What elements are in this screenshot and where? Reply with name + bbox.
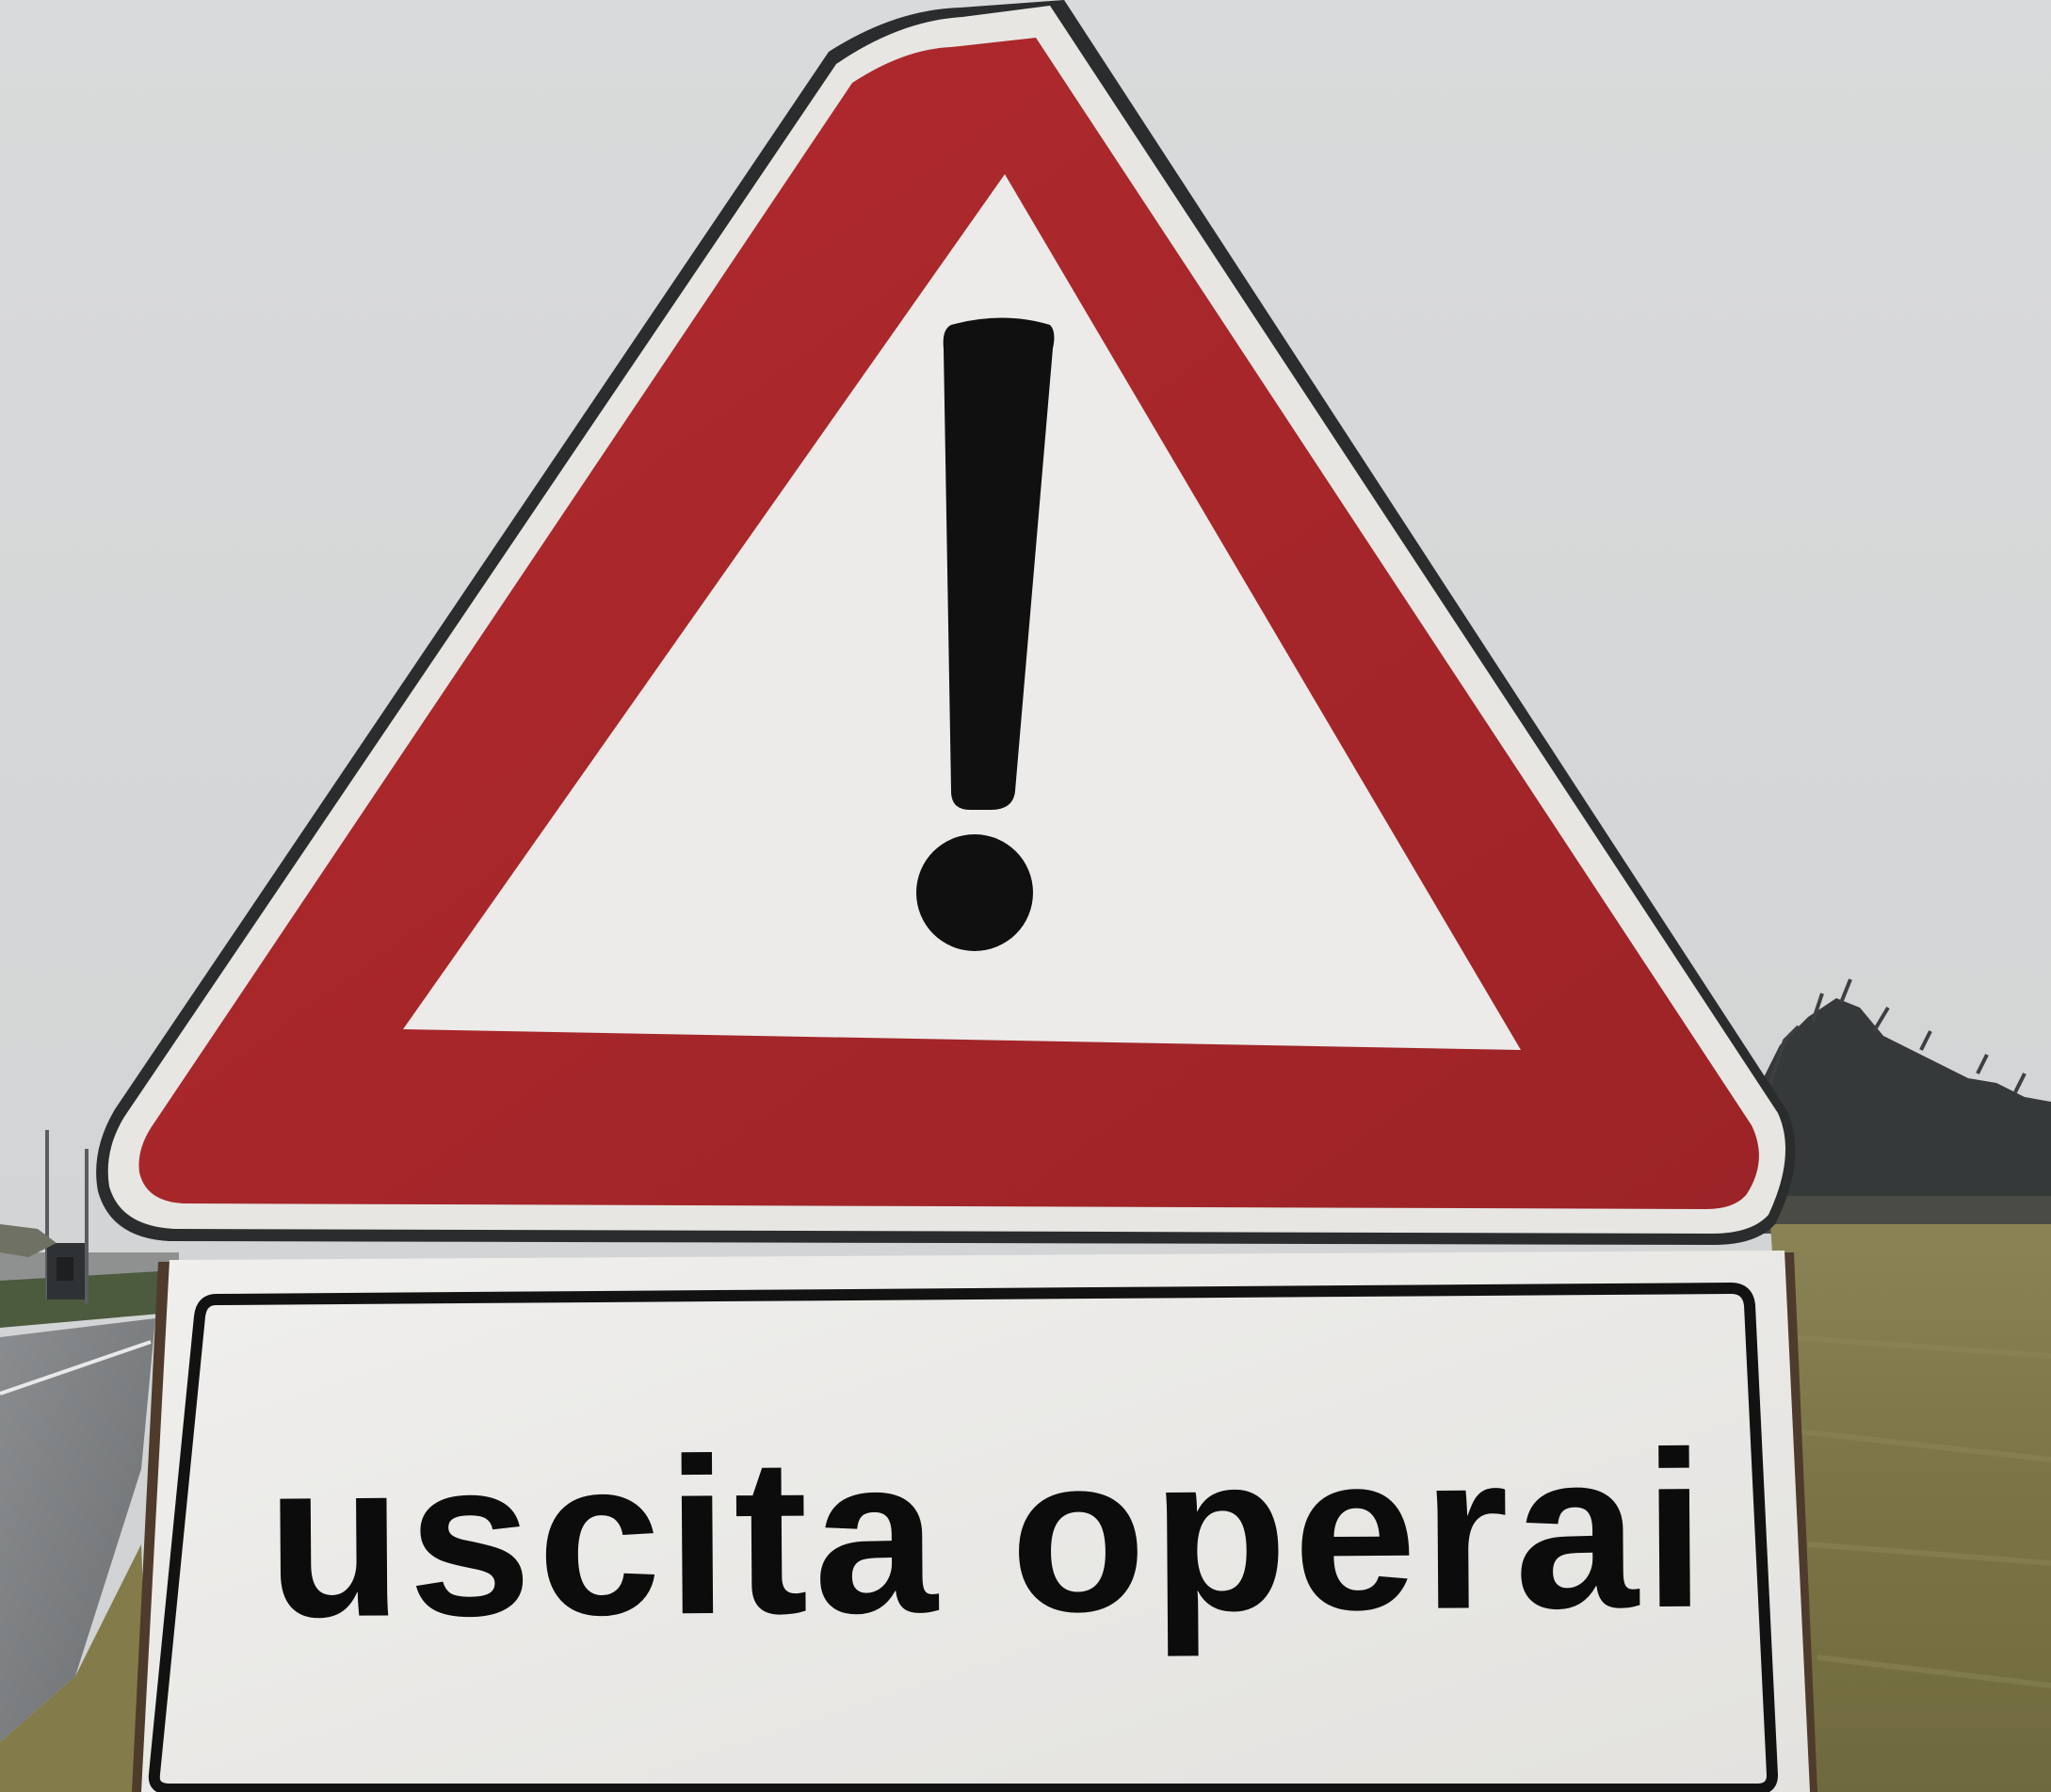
sign-text: uscita operai [266,1405,1712,1665]
